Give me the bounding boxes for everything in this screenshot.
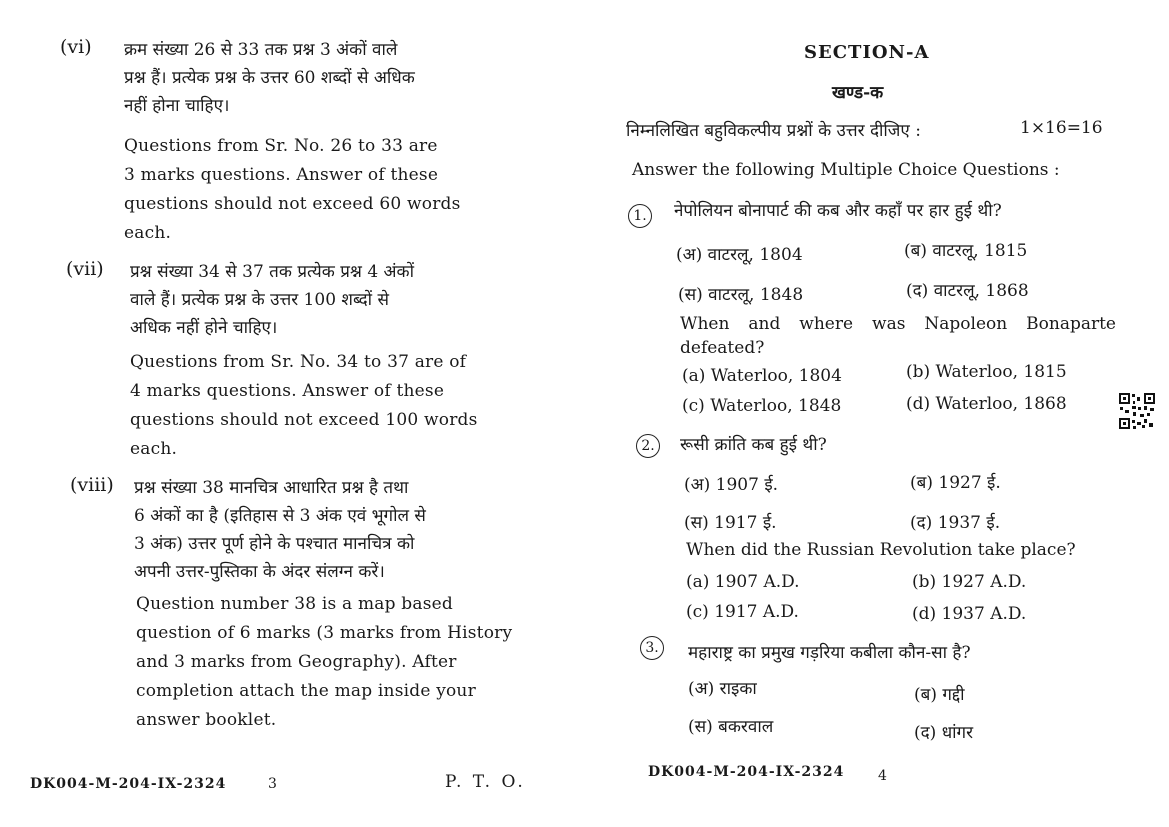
option-a-hindi: (अ) राइका [688, 679, 757, 699]
text-line: Questions from Sr. No. 26 to 33 are [124, 136, 438, 156]
option-a-english: (a) Waterloo, 1804 [682, 366, 842, 386]
text-line: 3 अंक) उत्तर पूर्ण होने के पश्चात मानचित्र को [134, 534, 415, 554]
item-number: (vi) [60, 36, 92, 58]
footer-code: DK004-M-204-IX-2324 [30, 776, 227, 792]
option-b-english: (b) 1927 A.D. [912, 572, 1027, 592]
option-a-hindi: (अ) 1907 ई. [684, 475, 779, 495]
english-instruction [130, 348, 510, 464]
hindi-instruction [134, 474, 514, 586]
option-c-english: (c) 1917 A.D. [686, 602, 799, 622]
page-number: 3 [268, 776, 278, 792]
text-line: प्रश्न संख्या 34 से 37 तक प्रत्येक प्रश्न 4 अंकों [130, 262, 415, 282]
qr-code-icon [1118, 392, 1156, 430]
question-number: 1. [628, 204, 652, 228]
text-line: Question number 38 is a map based [136, 594, 453, 614]
option-d-hindi: (द) 1937 ई. [910, 513, 1001, 533]
pto-label: P. T. O. [445, 772, 526, 792]
hindi-instruction [124, 36, 504, 120]
english-instruction [124, 132, 508, 248]
option-b-hindi: (ब) 1927 ई. [910, 473, 1001, 493]
question-text-english: When did the Russian Revolution take place? [686, 540, 1076, 560]
left-page [0, 0, 560, 827]
option-c-hindi: (स) बकरवाल [688, 717, 774, 737]
option-b-english: (b) Waterloo, 1815 [906, 362, 1067, 382]
text-line: defeated? [680, 338, 765, 358]
question-number: 3. [640, 636, 664, 660]
right-page [584, 0, 1169, 827]
option-a-english: (a) 1907 A.D. [686, 572, 800, 592]
option-c-hindi: (स) वाटरलू, 1848 [678, 285, 804, 305]
text-line: completion attach the map inside your [136, 681, 476, 701]
page-number: 4 [878, 768, 888, 784]
item-number: (viii) [70, 474, 114, 496]
footer-code: DK004-M-204-IX-2324 [648, 764, 845, 780]
text-line: questions should not exceed 100 words [130, 410, 478, 430]
text-line: question of 6 marks (3 marks from History [136, 623, 513, 643]
english-instruction [136, 590, 514, 735]
question-text-english [680, 312, 1116, 360]
section-title-hindi: खण्ड-क [832, 83, 884, 103]
text-line: प्रश्न संख्या 38 मानचित्र आधारित प्रश्न है तथा [134, 478, 409, 498]
section-title: SECTION-A [804, 42, 930, 63]
question-text-hindi: नेपोलियन बोनापार्ट की कब और कहाँ पर हार हुई थी? [674, 201, 1002, 221]
option-c-hindi: (स) 1917 ई. [684, 513, 777, 533]
text-line: क्रम संख्या 26 से 33 तक प्रश्न 3 अंकों वाले [124, 40, 398, 60]
marks-label: 1×16=16 [1020, 118, 1103, 138]
text-line: answer booklet. [136, 710, 277, 730]
option-d-hindi: (द) धांगर [914, 723, 974, 743]
hindi-instruction [130, 258, 510, 342]
instruction-hindi: निम्नलिखित बहुविकल्पीय प्रश्नों के उत्तर दीजिए : [626, 121, 921, 141]
text-line: अपनी उत्तर-पुस्तिका के अंदर संलग्न करें। [134, 562, 385, 582]
text-line: प्रश्न हैं। प्रत्येक प्रश्न के उत्तर 60 शब्दों से अधिक [124, 68, 415, 88]
text-line: अधिक नहीं होने चाहिए। [130, 318, 278, 338]
text-line: each. [124, 223, 172, 243]
instruction-english: Answer the following Multiple Choice Questions : [632, 160, 1060, 180]
text-line: 3 marks questions. Answer of these [124, 165, 439, 185]
text-line: When and where was Napoleon Bonaparte [680, 314, 1116, 334]
option-d-english: (d) 1937 A.D. [912, 604, 1027, 624]
option-b-hindi: (ब) गद्दी [914, 685, 965, 705]
text-line: नहीं होना चाहिए। [124, 96, 230, 116]
option-a-hindi: (अ) वाटरलू, 1804 [676, 245, 803, 265]
question-text-hindi: रूसी क्रांति कब हुई थी? [680, 435, 827, 455]
text-line: वाले हैं। प्रत्येक प्रश्न के उत्तर 100 शब्दों से [130, 290, 389, 310]
text-line: Questions from Sr. No. 34 to 37 are of [130, 352, 467, 372]
text-line: and 3 marks from Geography). After [136, 652, 457, 672]
option-d-hindi: (द) वाटरलू, 1868 [906, 281, 1029, 301]
text-line: 6 अंकों का है (इतिहास से 3 अंक एवं भूगोल से [134, 506, 426, 526]
item-number: (vii) [66, 258, 104, 280]
text-line: each. [130, 439, 178, 459]
option-d-english: (d) Waterloo, 1868 [906, 394, 1067, 414]
option-c-english: (c) Waterloo, 1848 [682, 396, 842, 416]
question-text-hindi: महाराष्ट्र का प्रमुख गड़रिया कबीला कौन-सा है? [688, 643, 971, 663]
text-line: questions should not exceed 60 words [124, 194, 461, 214]
option-b-hindi: (ब) वाटरलू, 1815 [904, 241, 1028, 261]
text-line: 4 marks questions. Answer of these [130, 381, 445, 401]
question-number: 2. [636, 434, 660, 458]
